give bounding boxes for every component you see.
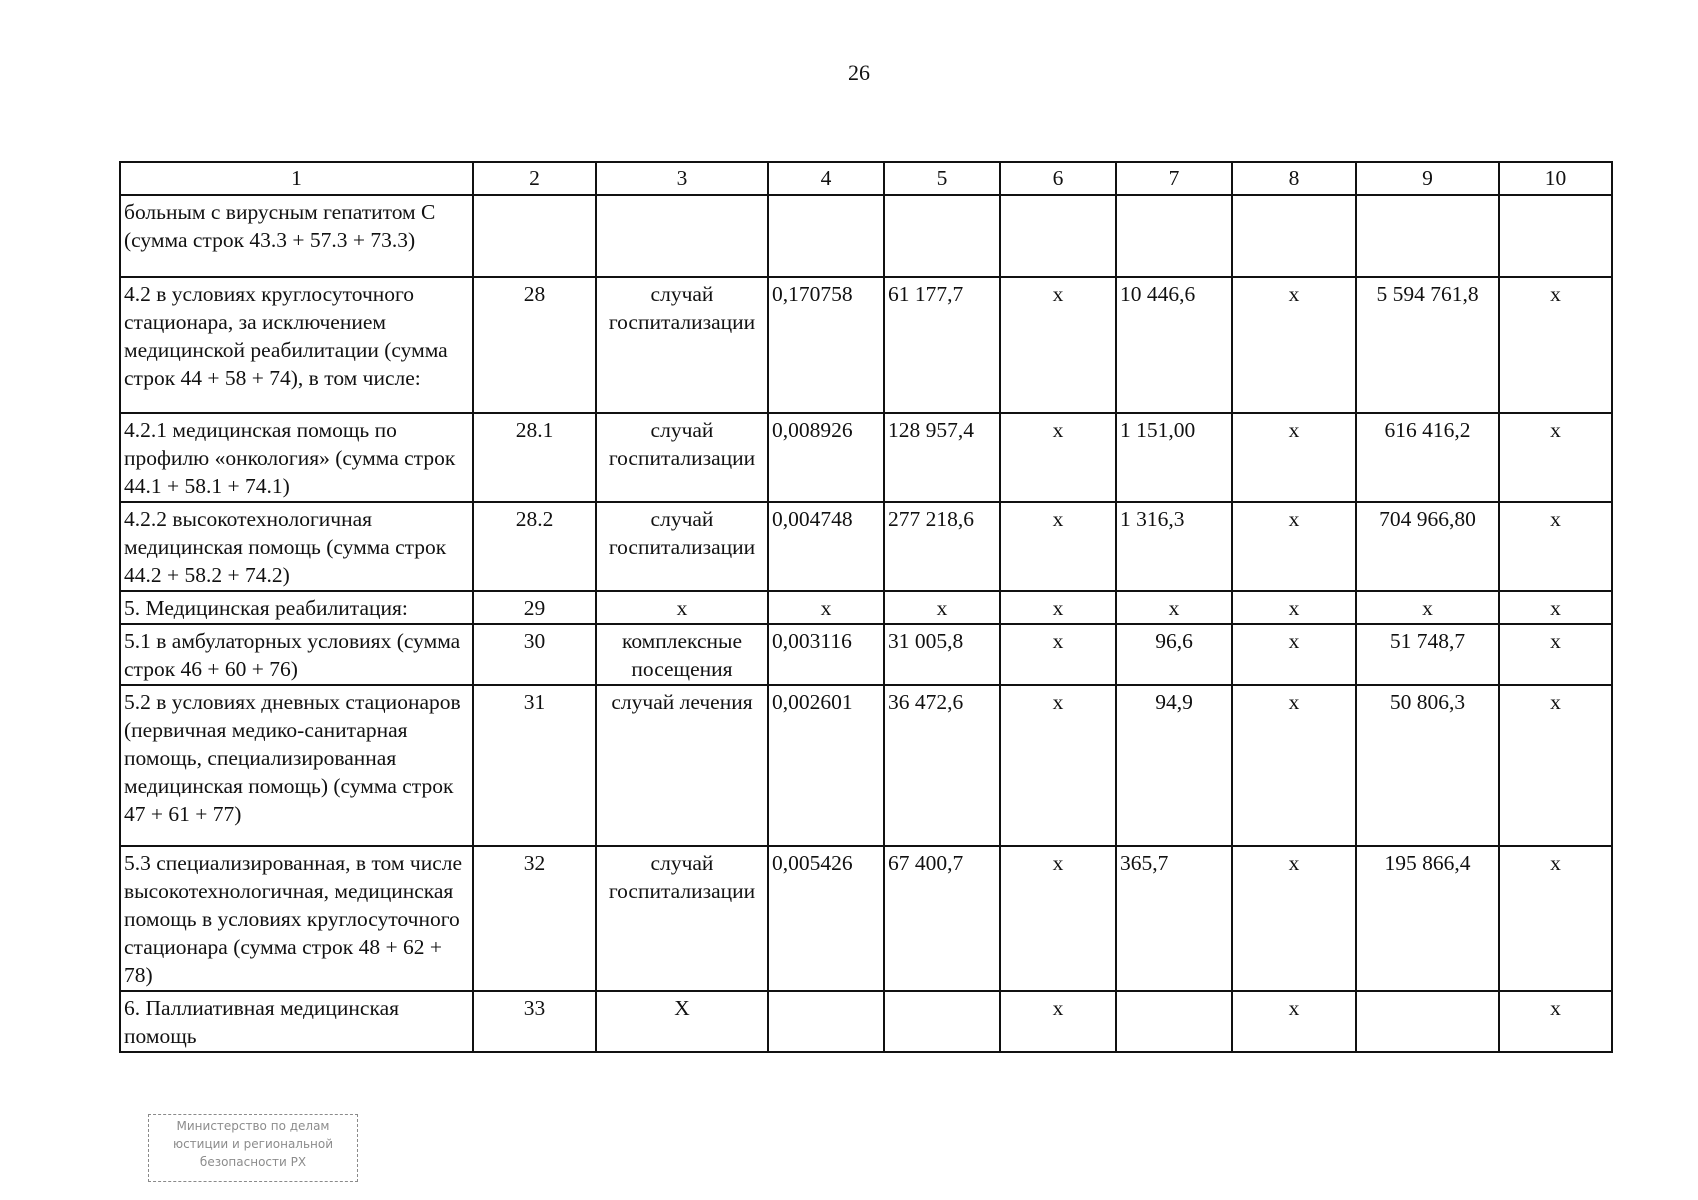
table-cell-col-5: 61 177,7 — [884, 277, 1000, 413]
table-row — [120, 413, 1612, 502]
table-cell-col-9: 50 806,3 — [1356, 685, 1499, 846]
table-cell-col-9: 5 594 761,8 — [1356, 277, 1499, 413]
table-cell-col-10: х — [1499, 502, 1612, 591]
table-cell-col-3: случай госпитализации — [596, 413, 768, 502]
table-cell-col-10: х — [1499, 991, 1612, 1052]
table-cell-col-5: х — [884, 591, 1000, 624]
table-cell-col-9: 195 866,4 — [1356, 846, 1499, 991]
table-cell-col-8: х — [1232, 846, 1356, 991]
table-cell-col-1: 5. Медицинская реабилитация: — [120, 591, 473, 624]
table-cell-col-3: случай лечения — [596, 685, 768, 846]
table-cell-col-9: 616 416,2 — [1356, 413, 1499, 502]
table-cell-col-6: х — [1000, 991, 1116, 1052]
table-cell-col-5 — [884, 991, 1000, 1052]
table-cell-col-6: х — [1000, 591, 1116, 624]
column-header: 6 — [1000, 162, 1116, 195]
table-cell-col-9 — [1356, 195, 1499, 277]
table-cell-col-3: случай госпитализации — [596, 846, 768, 991]
table-cell-col-5: 36 472,6 — [884, 685, 1000, 846]
table-cell-col-6: х — [1000, 413, 1116, 502]
table-cell-col-9 — [1356, 991, 1499, 1052]
table-cell-col-9: х — [1356, 591, 1499, 624]
table-cell-col-8: х — [1232, 413, 1356, 502]
column-header: 9 — [1356, 162, 1499, 195]
column-header: 2 — [473, 162, 596, 195]
table-row — [120, 591, 1612, 624]
table-cell-col-2: 32 — [473, 846, 596, 991]
table-cell-col-4: 0,008926 — [768, 413, 884, 502]
table-row — [120, 846, 1612, 991]
table-cell-col-8: х — [1232, 624, 1356, 685]
table-cell-col-2: 33 — [473, 991, 596, 1052]
table-cell-col-3: случай госпитализации — [596, 277, 768, 413]
table-cell-col-4: 0,002601 — [768, 685, 884, 846]
table-cell-col-1: 6. Паллиативная медицинская помощь — [120, 991, 473, 1052]
table-cell-col-7: 1 151,00 — [1116, 413, 1232, 502]
table-cell-col-5: 128 957,4 — [884, 413, 1000, 502]
table-cell-col-1: 4.2.1 медицинская помощь по профилю «онкология» (сумма строк 44.1 + 58.1 + 74.1) — [120, 413, 473, 502]
table-cell-col-7: 10 446,6 — [1116, 277, 1232, 413]
table-row — [120, 991, 1612, 1052]
table-cell-col-10: х — [1499, 624, 1612, 685]
table-cell-col-7: 1 316,3 — [1116, 502, 1232, 591]
table-cell-col-9: 51 748,7 — [1356, 624, 1499, 685]
table-cell-col-4: 0,170758 — [768, 277, 884, 413]
stamp-line: Министерство по делам — [176, 1119, 330, 1133]
table-cell-col-10: х — [1499, 413, 1612, 502]
table-cell-col-8 — [1232, 195, 1356, 277]
table-cell-col-1: 5.3 специализированная, в том числе высокотехнологичная, медицинская помощь в условиях круглосуточного стационара (сумма строк 48 + 62 + 78) — [120, 846, 473, 991]
column-header: 7 — [1116, 162, 1232, 195]
table-cell-col-5: 31 005,8 — [884, 624, 1000, 685]
table-cell-col-5: 277 218,6 — [884, 502, 1000, 591]
table-cell-col-1: 5.2 в условиях дневных стационаров (первичная медико-санитарная помощь, специализированная медицинская помощь) (сумма строк 47 + 61 + 77) — [120, 685, 473, 846]
table-row — [120, 277, 1612, 413]
table-cell-col-3: комплексные посещения — [596, 624, 768, 685]
table-cell-col-6: х — [1000, 502, 1116, 591]
table-cell-col-8: х — [1232, 591, 1356, 624]
table-cell-col-3: Х — [596, 991, 768, 1052]
table-cell-col-8: х — [1232, 502, 1356, 591]
registration-stamp — [148, 1114, 358, 1182]
table-cell-col-3: х — [596, 591, 768, 624]
table-row — [120, 685, 1612, 846]
table-cell-col-4: 0,005426 — [768, 846, 884, 991]
table-cell-col-8: х — [1232, 991, 1356, 1052]
table-cell-col-2: 30 — [473, 624, 596, 685]
table-cell-col-2: 28.1 — [473, 413, 596, 502]
table-cell-col-6 — [1000, 195, 1116, 277]
table-cell-col-5: 67 400,7 — [884, 846, 1000, 991]
table-cell-col-4 — [768, 991, 884, 1052]
table-cell-col-7: 365,7 — [1116, 846, 1232, 991]
column-header: 8 — [1232, 162, 1356, 195]
table-cell-col-10 — [1499, 195, 1612, 277]
table-cell-col-1: 5.1 в амбулаторных условиях (сумма строк 46 + 60 + 76) — [120, 624, 473, 685]
table-cell-col-6: х — [1000, 277, 1116, 413]
table-cell-col-5 — [884, 195, 1000, 277]
column-header: 5 — [884, 162, 1000, 195]
table-row — [120, 502, 1612, 591]
table-cell-col-10: х — [1499, 591, 1612, 624]
table-cell-col-2: 29 — [473, 591, 596, 624]
table-cell-col-7: 96,6 — [1116, 624, 1232, 685]
table-row — [120, 195, 1612, 277]
column-header: 10 — [1499, 162, 1612, 195]
table-cell-col-3 — [596, 195, 768, 277]
table-cell-col-7: 94,9 — [1116, 685, 1232, 846]
table-cell-col-7 — [1116, 991, 1232, 1052]
table-cell-col-6: х — [1000, 685, 1116, 846]
table-cell-col-7 — [1116, 195, 1232, 277]
table-row — [120, 624, 1612, 685]
table-cell-col-4 — [768, 195, 884, 277]
table-cell-col-2: 28.2 — [473, 502, 596, 591]
page-number: 26 — [848, 60, 870, 85]
table-cell-col-4: 0,004748 — [768, 502, 884, 591]
table-cell-col-9: 704 966,80 — [1356, 502, 1499, 591]
table-cell-col-2 — [473, 195, 596, 277]
column-header: 4 — [768, 162, 884, 195]
table-cell-col-6: х — [1000, 624, 1116, 685]
column-header: 3 — [596, 162, 768, 195]
table-cell-col-1: больным с вирусным гепатитом С (сумма строк 43.3 + 57.3 + 73.3) — [120, 195, 473, 277]
table-cell-col-4: х — [768, 591, 884, 624]
table-cell-col-8: х — [1232, 685, 1356, 846]
stamp-line: безопасности РХ — [199, 1155, 307, 1169]
table-cell-col-4: 0,003116 — [768, 624, 884, 685]
table-cell-col-10: х — [1499, 277, 1612, 413]
table-cell-col-1: 4.2 в условиях круглосуточного стационара, за исключением медицинской реабилитации (сумма строк 44 + 58 + 74), в том числе: — [120, 277, 473, 413]
table-cell-col-2: 28 — [473, 277, 596, 413]
table-cell-col-10: х — [1499, 685, 1612, 846]
table-cell-col-1: 4.2.2 высокотехнологичная медицинская помощь (сумма строк 44.2 + 58.2 + 74.2) — [120, 502, 473, 591]
table-cell-col-6: х — [1000, 846, 1116, 991]
table-cell-col-7: х — [1116, 591, 1232, 624]
stamp-line: юстиции и региональной — [172, 1137, 334, 1151]
table-cell-col-3: случай госпитализации — [596, 502, 768, 591]
table-cell-col-10: х — [1499, 846, 1612, 991]
table-cell-col-8: х — [1232, 277, 1356, 413]
column-header: 1 — [120, 162, 473, 195]
table-header-row — [120, 162, 1612, 195]
table-cell-col-2: 31 — [473, 685, 596, 846]
data-table — [119, 161, 1613, 1053]
